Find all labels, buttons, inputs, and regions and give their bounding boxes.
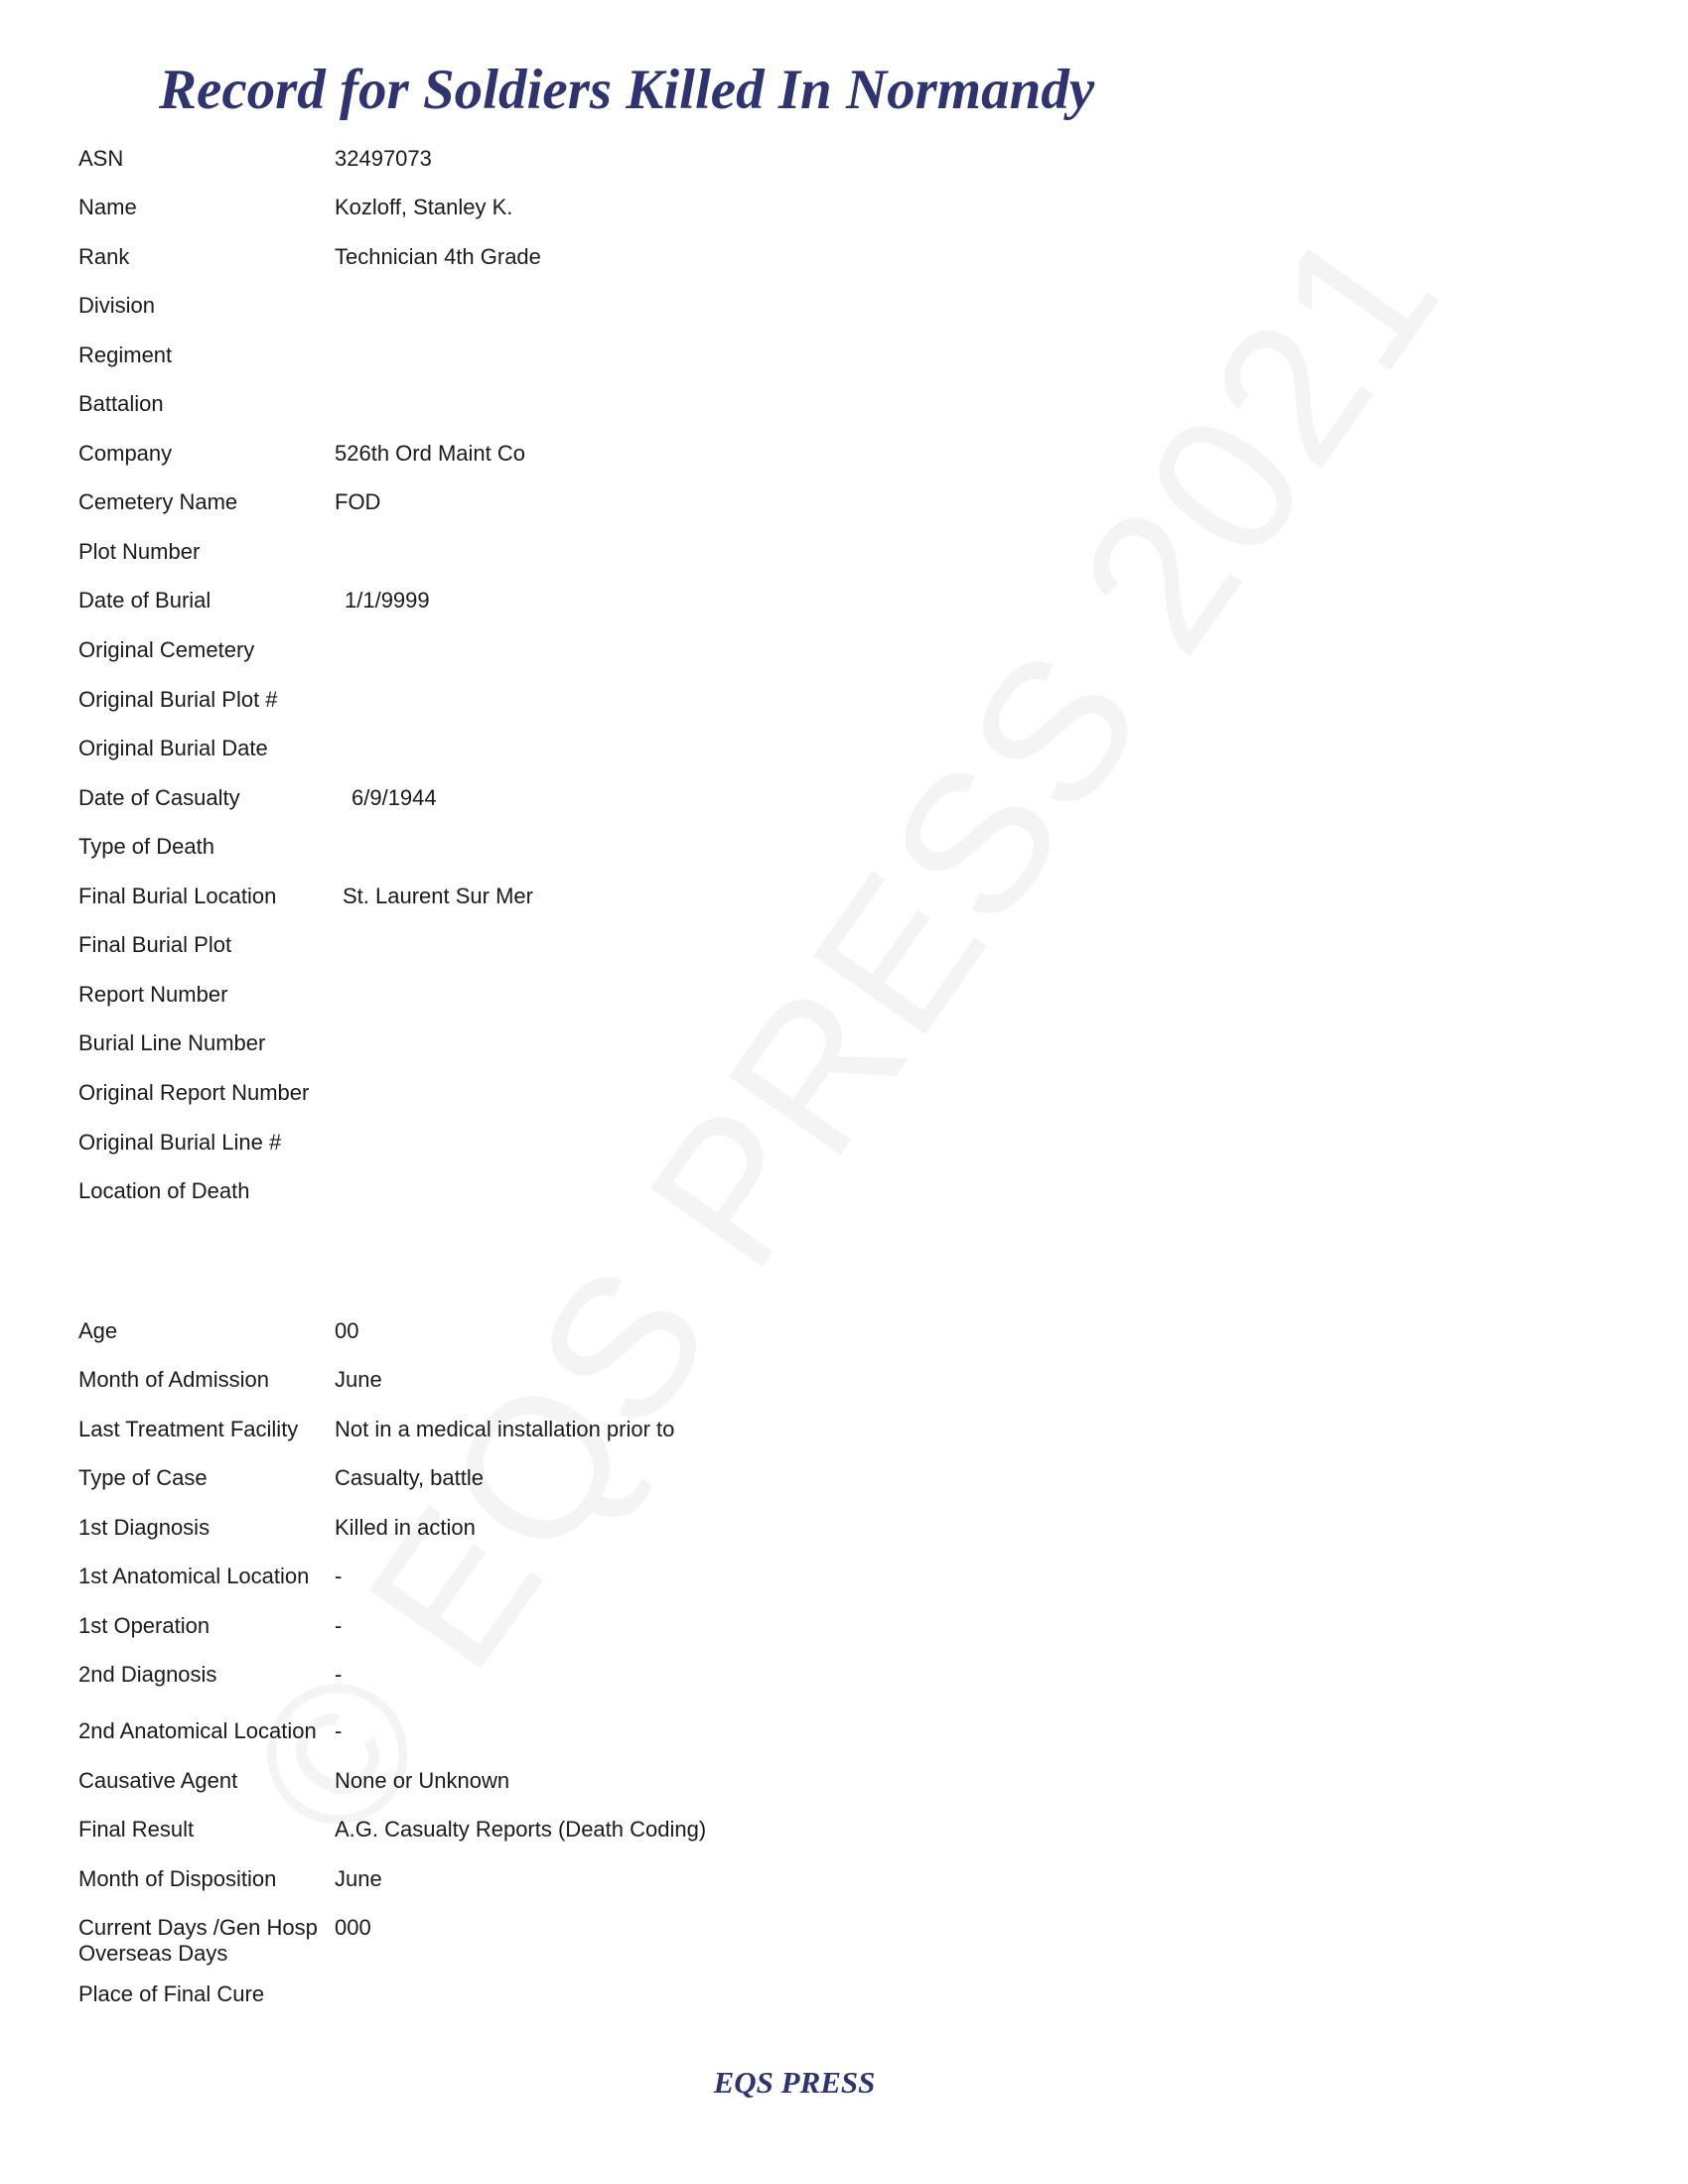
field-label: Rank [78,244,130,269]
field-label: Age [78,1318,118,1343]
field-label: Location of Death [78,1178,250,1203]
field-value: June [335,1866,382,1891]
field-label: Date of Casualty [78,785,240,810]
field-value: 000 [335,1915,371,1940]
field-label: Type of Case [78,1465,208,1490]
field-label: Original Burial Plot # [78,687,278,712]
field-value: FOD [335,489,381,514]
field-value: 526th Ord Maint Co [335,441,525,466]
field-label: Battalion [78,391,164,416]
field-label: Current Days /Gen Hosp Overseas Days [78,1915,318,1966]
field-label: Final Result [78,1817,195,1842]
copyright-watermark [203,185,1485,1879]
field-value: 32497073 [335,146,432,171]
field-value: Kozloff, Stanley K. [335,195,513,219]
field-label: Causative Agent [78,1768,238,1793]
field-label: ASN [78,146,124,171]
field-label: Company [78,441,173,466]
field-value: June [335,1367,382,1392]
field-value: - [335,1718,343,1743]
field-value: - [335,1564,343,1588]
field-value: Technician 4th Grade [335,244,541,269]
field-value: - [335,1662,343,1687]
field-value: Killed in action [335,1515,476,1540]
field-label: Last Treatment Facility [78,1417,299,1441]
field-label: Month of Disposition [78,1866,277,1891]
field-label: Regiment [78,342,173,367]
field-label: 2nd Diagnosis [78,1662,217,1687]
field-value: 6/9/1944 [352,785,437,810]
field-value: Not in a medical installation prior to [335,1417,675,1441]
field-label: Original Report Number [78,1080,310,1105]
field-value: - [335,1613,343,1638]
field-value: 1/1/9999 [345,588,430,613]
field-label: Final Burial Location [78,884,277,908]
field-label: Division [78,293,156,318]
field-label: 1st Anatomical Location [78,1564,310,1588]
field-label: Original Burial Line # [78,1130,282,1155]
field-value: St. Laurent Sur Mer [343,884,533,908]
field-value: Casualty, battle [335,1465,485,1490]
field-label: 1st Diagnosis [78,1515,211,1540]
field-value: 00 [335,1318,359,1343]
field-label: Report Number [78,982,228,1007]
field-value: None or Unknown [335,1768,510,1793]
publisher-footer: EQS PRESS [713,2065,876,2100]
field-label: Type of Death [78,834,214,859]
field-label: Original Burial Date [78,736,268,760]
field-label: Date of Burial [78,588,211,613]
page-title: Record for Soldiers Killed In Normandy [159,59,1095,121]
field-label: Place of Final Cure [78,1981,265,2006]
field-label: Original Cemetery [78,637,255,662]
field-label: Burial Line Number [78,1030,266,1055]
field-label: Month of Admission [78,1367,269,1392]
field-label: 2nd Anatomical Location [78,1718,317,1743]
field-label: Cemetery Name [78,489,238,514]
field-label: Name [78,195,137,219]
field-label: Final Burial Plot [78,932,232,957]
field-label: 1st Operation [78,1613,211,1638]
field-label: Plot Number [78,539,201,564]
field-value: A.G. Casualty Reports (Death Coding) [335,1817,707,1842]
